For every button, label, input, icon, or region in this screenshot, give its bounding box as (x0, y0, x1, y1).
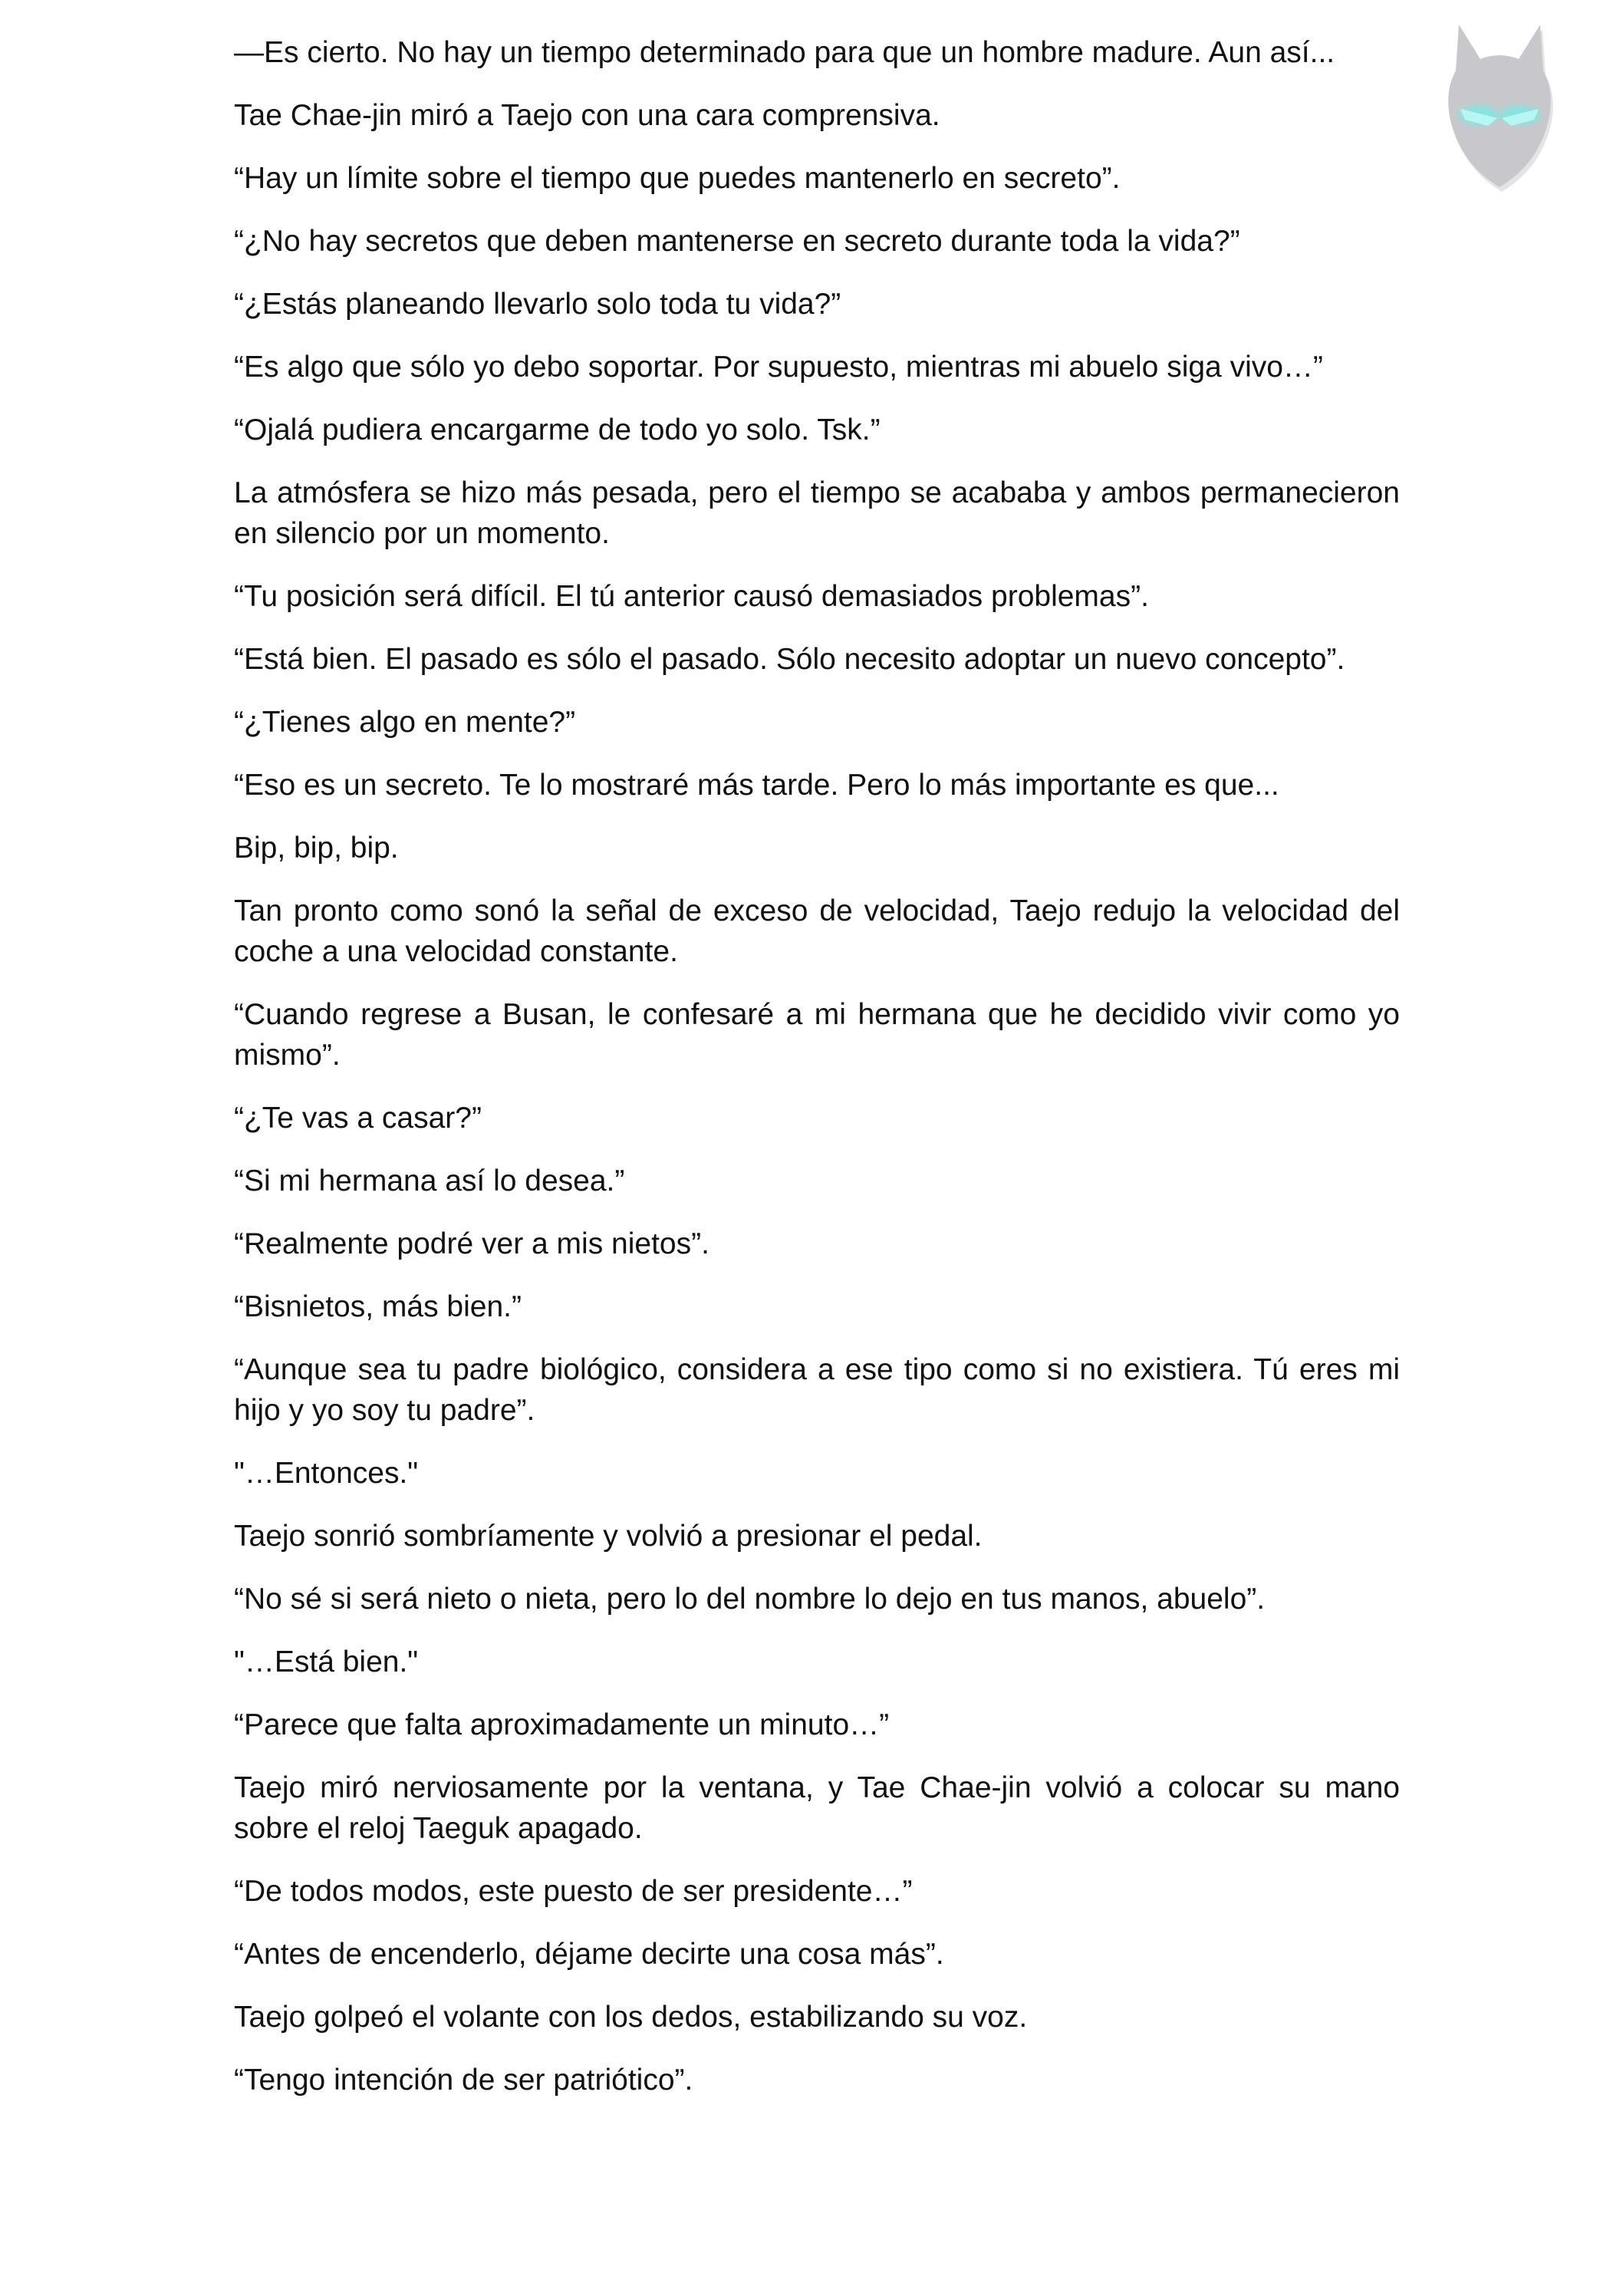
paragraph: "…Entonces." (234, 1457, 419, 1490)
paragraph: Tae Chae-jin miró a Taejo con una cara comprensiva. (234, 99, 940, 132)
paragraph: “Es algo que sólo yo debo soportar. Por supuesto, mientras mi abuelo siga vivo…” (234, 351, 1323, 384)
paragraph: La atmósfera se hizo más pesada, pero el tiempo se acababa y ambos permanecieron en silencio por un momento. (234, 476, 1400, 550)
paragraph: “Tu posición será difícil. El tú anterior causó demasiados problemas”. (234, 580, 1149, 613)
paragraph: “Está bien. El pasado es sólo el pasado. Sólo necesito adoptar un nuevo concepto”. (234, 643, 1345, 676)
paragraph: “Ojalá pudiera encargarme de todo yo solo. Tsk.” (234, 413, 881, 446)
paragraph: “Realmente podré ver a mis nietos”. (234, 1227, 709, 1260)
paragraph: “¿Tienes algo en mente?” (234, 706, 576, 739)
paragraph: Taejo miró nerviosamente por la ventana, y Tae Chae-jin volvió a colocar su mano sobre el reloj Taeguk apagado. (234, 1771, 1400, 1845)
paragraph: Bip, bip, bip. (234, 832, 399, 865)
demon-head-icon (1442, 17, 1557, 193)
paragraph: “Tengo intención de ser patriótico”. (234, 2064, 693, 2097)
paragraph: “Hay un límite sobre el tiempo que puedes mantenerlo en secreto”. (234, 162, 1121, 195)
paragraph: “Parece que falta aproximadamente un minuto…” (234, 1708, 890, 1741)
paragraph: —Es cierto. No hay un tiempo determinado para que un hombre madure. Aun así... (234, 36, 1335, 69)
paragraph: “Aunque sea tu padre biológico, considera a ese tipo como si no existiera. Tú eres mi hijo y yo soy tu padre”. (234, 1353, 1400, 1427)
paragraph: “¿No hay secretos que deben mantenerse en secreto durante toda la vida?” (234, 225, 1240, 258)
paragraph: Taejo golpeó el volante con los dedos, estabilizando su voz. (234, 2001, 1028, 2034)
paragraph: “Si mi hermana así lo desea.” (234, 1164, 625, 1197)
document-body (234, 32, 1400, 2123)
paragraph: “De todos modos, este puesto de ser presidente…” (234, 1875, 913, 1908)
paragraph: “¿Te vas a casar?” (234, 1102, 482, 1135)
paragraph: “Antes de encenderlo, déjame decirte una cosa más”. (234, 1938, 944, 1971)
paragraph: Taejo sonrió sombríamente y volvió a presionar el pedal. (234, 1520, 983, 1553)
paragraph: Tan pronto como sonó la señal de exceso de velocidad, Taejo redujo la velocidad del coche a una velocidad constante. (234, 894, 1400, 968)
paragraph: “No sé si será nieto o nieta, pero lo del nombre lo dejo en tus manos, abuelo”. (234, 1583, 1266, 1616)
paragraph: “Cuando regrese a Busan, le confesaré a mi hermana que he decidido vivir como yo mismo”. (234, 998, 1400, 1072)
paragraph: “Bisnietos, más bien.” (234, 1290, 522, 1323)
paragraph: “Eso es un secreto. Te lo mostraré más tarde. Pero lo más importante es que... (234, 769, 1279, 802)
paragraph: “¿Estás planeando llevarlo solo toda tu vida?” (234, 288, 841, 321)
paragraph: "…Está bien." (234, 1645, 419, 1678)
